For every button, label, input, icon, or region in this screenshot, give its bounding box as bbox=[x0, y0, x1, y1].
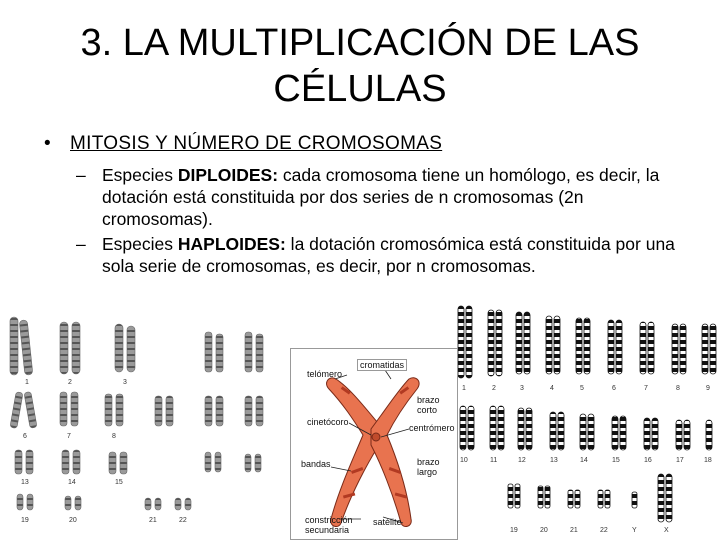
label-cromatidas: cromatidas bbox=[357, 359, 407, 371]
left-karyo-num: 13 bbox=[21, 479, 29, 486]
main-bullet bbox=[44, 133, 442, 155]
right-karyo-num: 5 bbox=[580, 385, 584, 392]
term-haploides: HAPLOIDES: bbox=[177, 234, 286, 254]
label-telomero: telómero bbox=[307, 369, 343, 379]
right-karyo-num: 17 bbox=[676, 457, 684, 464]
right-karyo-num: Y bbox=[632, 527, 637, 534]
right-karyo-num: 6 bbox=[612, 385, 616, 392]
label-brazo-largo: brazo largo bbox=[417, 457, 440, 477]
left-karyo-num: 3 bbox=[123, 379, 127, 386]
left-karyo-num: 8 bbox=[112, 433, 116, 440]
sub-item-pre: Especies bbox=[102, 165, 178, 185]
right-karyo-num: 22 bbox=[600, 527, 608, 534]
right-karyo-num: 1 bbox=[462, 385, 466, 392]
left-karyo-num: 15 bbox=[115, 479, 123, 486]
left-karyo-num: 7 bbox=[67, 433, 71, 440]
right-karyotype-image bbox=[452, 298, 718, 538]
right-karyo-num: 16 bbox=[644, 457, 652, 464]
right-karyo-num: 2 bbox=[492, 385, 496, 392]
right-karyo-num: 10 bbox=[460, 457, 468, 464]
sub-item-rest: cada cromosoma tiene un homólogo, es decir, la dotación está constituida por dos series de n cromosomas (2n cromosomas). bbox=[102, 165, 660, 229]
right-karyo-num: 9 bbox=[706, 385, 710, 392]
right-karyo-num: 19 bbox=[510, 527, 518, 534]
right-karyo-num: 15 bbox=[612, 457, 620, 464]
sub-item-pre: Especies bbox=[102, 234, 178, 254]
label-satelite: satélite bbox=[373, 517, 402, 527]
dash-marker: – bbox=[76, 165, 86, 185]
label-constriccion: constricción secundaria bbox=[305, 515, 353, 535]
section-heading: MITOSIS Y NÚMERO DE CROMOSOMAS bbox=[70, 133, 443, 154]
right-karyo-num: 3 bbox=[520, 385, 524, 392]
left-karyo-num: 2 bbox=[68, 379, 72, 386]
bullet-marker: • bbox=[44, 133, 51, 154]
label-centromero: centrómero bbox=[409, 423, 455, 433]
right-karyo-num: 12 bbox=[518, 457, 526, 464]
left-karyo-num: 22 bbox=[179, 517, 187, 524]
right-karyo-num: 14 bbox=[580, 457, 588, 464]
sub-item-text bbox=[102, 233, 686, 277]
right-karyo-num: 21 bbox=[570, 527, 578, 534]
right-karyo-num: 4 bbox=[550, 385, 554, 392]
right-karyo-num: 20 bbox=[540, 527, 548, 534]
left-karyo-num: 14 bbox=[68, 479, 76, 486]
right-karyo-num: 13 bbox=[550, 457, 558, 464]
left-karyo-num: 19 bbox=[21, 517, 29, 524]
left-karyo-num: 21 bbox=[149, 517, 157, 524]
left-karyo-num: 20 bbox=[69, 517, 77, 524]
right-karyo-num: 11 bbox=[490, 457, 498, 464]
left-karyo-num: 1 bbox=[25, 379, 29, 386]
dash-marker: – bbox=[76, 234, 86, 254]
sub-item-rest: la dotación cromosómica está constituida por una sola serie de cromosomas, es decir, por n cromosomas. bbox=[102, 234, 675, 276]
term-diploides: DIPLOIDES: bbox=[177, 165, 279, 185]
left-karyotype-image bbox=[5, 312, 275, 537]
left-karyo-num: 6 bbox=[23, 433, 27, 440]
title-line-1: 3. LA MULTIPLICACIÓN DE LAS bbox=[80, 22, 640, 64]
right-karyo-num: 7 bbox=[644, 385, 648, 392]
label-brazo-corto: brazo corto bbox=[417, 395, 440, 415]
sub-item-text bbox=[102, 164, 686, 230]
chromosome-diagram bbox=[290, 348, 458, 540]
label-cinetocoro: cinetócoro bbox=[307, 417, 349, 427]
sub-item-haploides bbox=[76, 233, 686, 277]
right-karyo-num: 18 bbox=[704, 457, 712, 464]
right-karyo-num: X bbox=[664, 527, 669, 534]
title-line-2: CÉLULAS bbox=[273, 68, 447, 110]
label-bandas: bandas bbox=[301, 459, 331, 469]
slide-title bbox=[20, 20, 700, 112]
right-karyo-num: 8 bbox=[676, 385, 680, 392]
sub-item-diploides bbox=[76, 164, 686, 230]
